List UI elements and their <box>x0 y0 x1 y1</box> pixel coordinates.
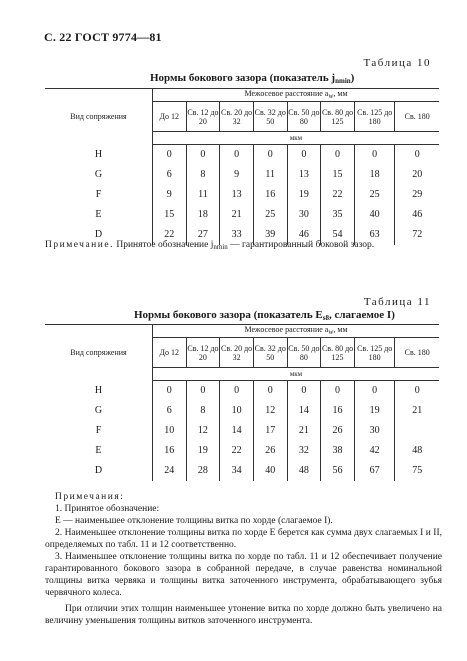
column-header: До 12 <box>152 338 186 368</box>
page-header: С. 22 ГОСТ 9774—81 <box>44 30 162 44</box>
table-cell: 42 <box>354 441 395 461</box>
table-row <box>45 441 439 461</box>
table-cell: 13 <box>287 165 321 185</box>
table-11-notes <box>45 491 442 627</box>
table-cell: 56 <box>321 461 355 481</box>
table-cell: 30 <box>354 421 395 441</box>
table-cell: 21 <box>220 205 254 225</box>
table-cell: 19 <box>186 441 220 461</box>
column-header: Св. 20 до 32 <box>220 102 254 132</box>
table-cell: 20 <box>395 165 439 185</box>
column-header: Св. 180 <box>395 338 439 368</box>
row-label: E <box>45 441 152 461</box>
table-row <box>45 165 439 185</box>
column-header: Св. 80 до 125 <box>321 338 355 368</box>
row-label: H <box>45 145 152 165</box>
table-row <box>45 461 439 481</box>
table-row <box>45 401 439 421</box>
table-cell: 12 <box>253 401 287 421</box>
span-header: Межосевое расстояние aw, мм <box>152 89 439 102</box>
table-cell: 29 <box>395 185 439 205</box>
table-cell: 11 <box>186 185 220 205</box>
table-cell: 28 <box>186 461 220 481</box>
table-cell: 39 <box>253 225 287 245</box>
table-cell: 0 <box>354 145 395 165</box>
table-cell: 0 <box>186 145 220 165</box>
table-cell: 25 <box>354 185 395 205</box>
table-cell: 46 <box>395 205 439 225</box>
table-cell: 14 <box>220 421 254 441</box>
row-label: E <box>45 205 152 225</box>
table-10 <box>45 88 439 245</box>
row-label: D <box>45 461 152 481</box>
table-cell: 67 <box>354 461 395 481</box>
table-cell: 10 <box>152 421 186 441</box>
table-cell: 15 <box>152 205 186 225</box>
row-label: G <box>45 401 152 421</box>
table-cell: 14 <box>287 401 321 421</box>
table-11 <box>45 324 439 481</box>
table-cell: 8 <box>186 401 220 421</box>
table-cell: 18 <box>354 165 395 185</box>
table-cell: 17 <box>253 421 287 441</box>
unit-row: мкм <box>152 368 439 381</box>
note-item: E — наименьшее отклонение толщины витка по хорде (слагаемое I). <box>55 516 333 526</box>
table-cell: 22 <box>321 185 355 205</box>
span-header: Межосевое расстояние aw, мм <box>152 325 439 338</box>
table-cell: 38 <box>321 441 355 461</box>
table-cell: 9 <box>220 165 254 185</box>
row-label: H <box>45 381 152 401</box>
table-cell: 0 <box>220 381 254 401</box>
table-cell: 34 <box>220 461 254 481</box>
table-cell: 19 <box>287 185 321 205</box>
table-cell: 26 <box>253 441 287 461</box>
table-cell: 26 <box>321 421 355 441</box>
table-cell: 24 <box>152 461 186 481</box>
table-cell: 9 <box>152 185 186 205</box>
table-cell: 15 <box>321 165 355 185</box>
table-cell: 35 <box>321 205 355 225</box>
column-header: Св. 32 до 50 <box>253 102 287 132</box>
table-cell: 0 <box>220 145 254 165</box>
column-header: Св. 125 до 180 <box>354 338 395 368</box>
table-cell: 21 <box>287 421 321 441</box>
column-header: До 12 <box>152 102 186 132</box>
table-cell: 6 <box>152 401 186 421</box>
table-cell: 27 <box>186 225 220 245</box>
table-cell: 0 <box>395 145 439 165</box>
table-cell: 30 <box>287 205 321 225</box>
table-row <box>45 185 439 205</box>
table-cell: 0 <box>321 145 355 165</box>
table-cell: 16 <box>253 185 287 205</box>
table-10-title: Нормы бокового зазора (показатель $j_{nmin}$) <box>150 72 355 85</box>
column-header: Св. 80 до 125 <box>321 102 355 132</box>
table-cell: 8 <box>186 165 220 185</box>
table-cell: 19 <box>354 401 395 421</box>
row-label: D <box>45 225 152 245</box>
note-item: При отличии этих толщин наименьшее утонение витка по хорде должно быть увеличено на величину уменьшения толщины витков заточенного инструмента. <box>45 604 442 626</box>
table-cell: 33 <box>220 225 254 245</box>
column-header: Св. 32 до 50 <box>253 338 287 368</box>
table-cell: 13 <box>220 185 254 205</box>
column-header: Св. 125 до 180 <box>354 102 395 132</box>
row-label: G <box>45 165 152 185</box>
table-cell-empty <box>395 421 439 441</box>
table-cell: 75 <box>395 461 439 481</box>
table-cell: 48 <box>395 441 439 461</box>
note-item: 2. Наименьшее отклонение толщины витка по хорде E берется как сумма двух слагаемых I и II, определяемых по табл. 11 и 12 соответственно. <box>45 528 442 550</box>
column-header: Св. 50 до 80 <box>287 102 321 132</box>
table-cell: 16 <box>152 441 186 461</box>
table-cell: 22 <box>220 441 254 461</box>
table-cell: 16 <box>321 401 355 421</box>
table-cell: 25 <box>253 205 287 225</box>
table-cell: 10 <box>220 401 254 421</box>
note-item: 3. Наименьшее отклонение толщины витка по хорде по табл. 11 и 12 обеспечивает получение гарантированного бокового зазора в собранной передаче, в случае равенства номинальной толщины витка червяка и толщины витка заточенного инструмента, обрабатывающего зубья червячного колеса. <box>45 552 442 598</box>
note-item: 1. Принятое обозначение: <box>55 504 160 514</box>
row-header: Вид сопряжения <box>45 89 152 145</box>
table-cell: 0 <box>253 381 287 401</box>
table-cell: 0 <box>287 145 321 165</box>
row-label: F <box>45 185 152 205</box>
table-cell: 6 <box>152 165 186 185</box>
table-10-number: Таблица 10 <box>363 57 431 69</box>
column-header: Св. 12 до 20 <box>186 102 220 132</box>
table-11-number: Таблица 11 <box>363 296 431 308</box>
table-cell: 11 <box>253 165 287 185</box>
table-cell: 72 <box>395 225 439 245</box>
table-cell: 0 <box>152 145 186 165</box>
table-cell: 21 <box>395 401 439 421</box>
table-cell: 18 <box>186 205 220 225</box>
column-header: Св. 12 до 20 <box>186 338 220 368</box>
notes-heading: Примечания: <box>55 492 125 502</box>
table-cell: 32 <box>287 441 321 461</box>
table-cell: 46 <box>287 225 321 245</box>
table-row <box>45 381 439 401</box>
table-10-note: Примечание. Принятое обозначение $j_{nmin}$ — гарантированный боковой зазор. <box>45 240 375 251</box>
column-header: Св. 50 до 80 <box>287 338 321 368</box>
row-header: Вид сопряжения <box>45 325 152 381</box>
table-cell: 12 <box>186 421 220 441</box>
table-cell: 40 <box>354 205 395 225</box>
table-row <box>45 421 439 441</box>
table-cell: 0 <box>186 381 220 401</box>
table-cell: 0 <box>152 381 186 401</box>
table-cell: 22 <box>152 225 186 245</box>
table-cell: 0 <box>253 145 287 165</box>
table-cell: 0 <box>321 381 355 401</box>
table-cell: 0 <box>354 381 395 401</box>
table-cell: 63 <box>354 225 395 245</box>
table-cell: 0 <box>287 381 321 401</box>
table-cell: 40 <box>253 461 287 481</box>
column-header: Св. 180 <box>395 102 439 132</box>
unit-row: мкм <box>152 132 439 145</box>
row-label: F <box>45 421 152 441</box>
table-row <box>45 145 439 165</box>
table-cell: 48 <box>287 461 321 481</box>
table-cell: 0 <box>395 381 439 401</box>
table-row <box>45 205 439 225</box>
table-11-title: Нормы бокового зазора (показатель $E_{s8}$, слагаемое I) <box>134 309 395 322</box>
column-header: Св. 20 до 32 <box>220 338 254 368</box>
table-cell: 54 <box>321 225 355 245</box>
